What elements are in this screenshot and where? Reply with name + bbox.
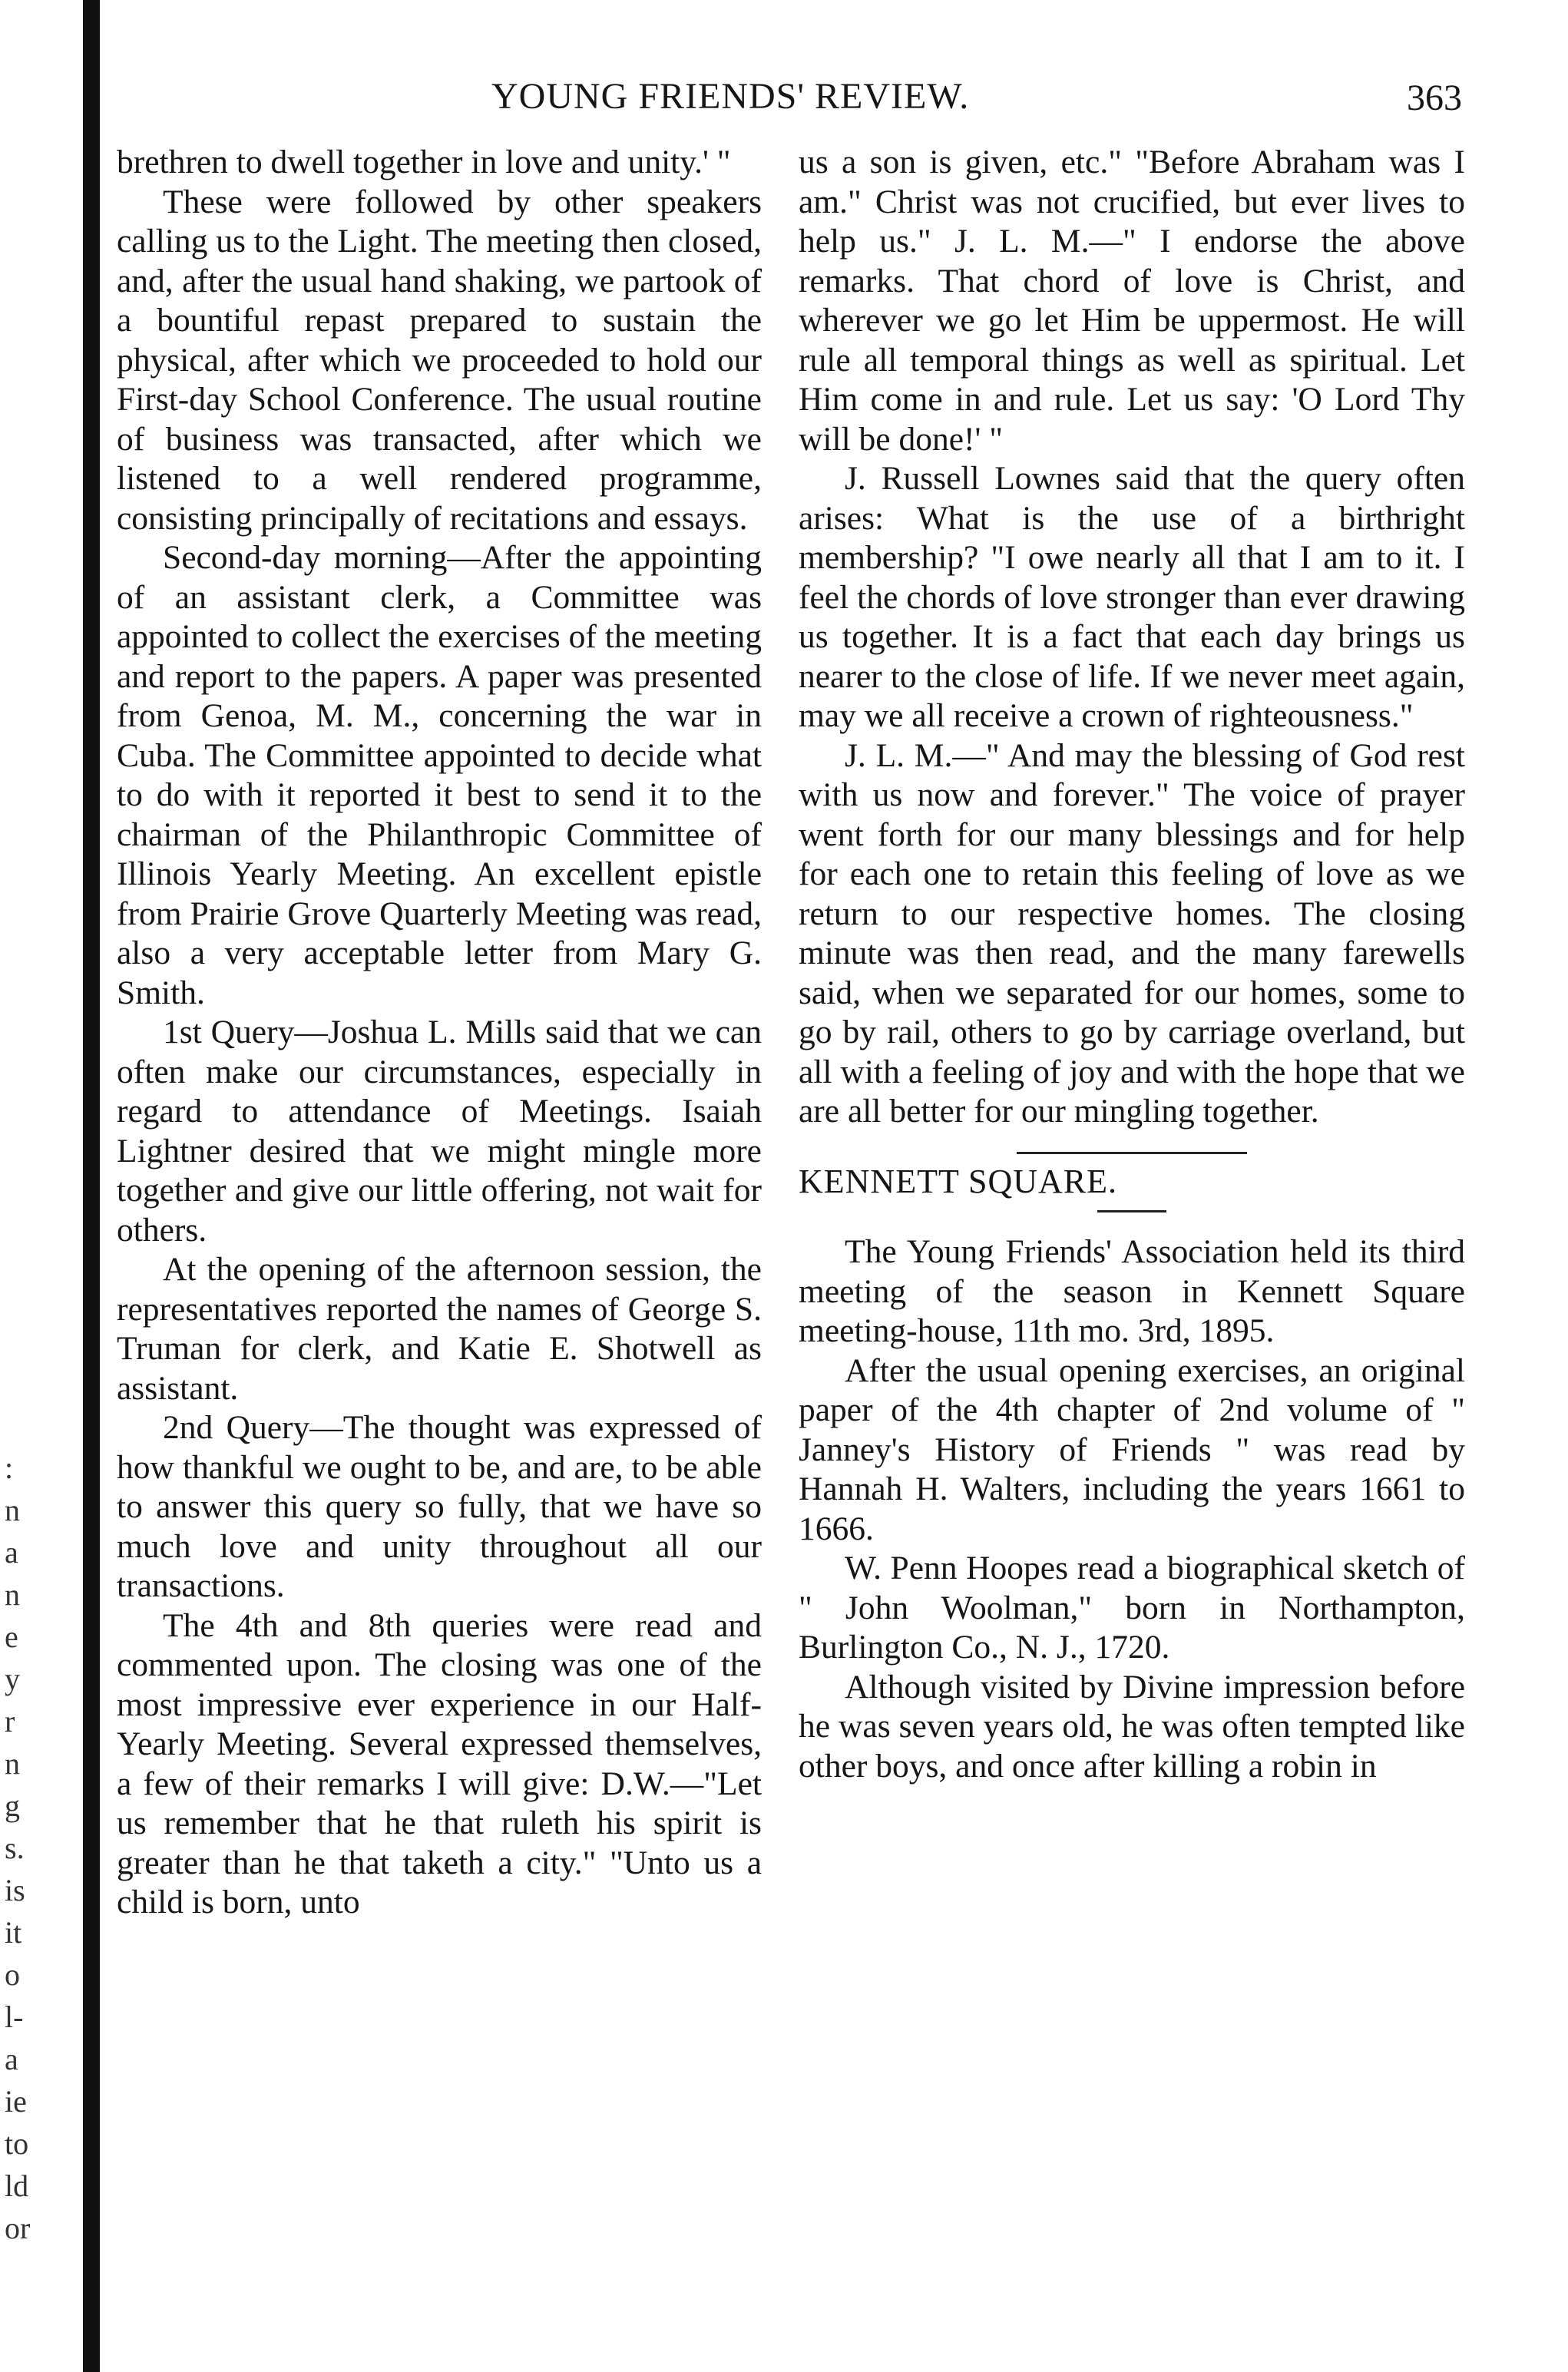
running-title: YOUNG FRIENDS' REVIEW.	[491, 76, 970, 117]
margin-fragment: a	[5, 1535, 18, 1570]
margin-fragment: n	[5, 1746, 20, 1781]
page-number: 363	[1407, 78, 1462, 118]
paragraph: W. Penn Hoopes read a biographical sketch of " John Woolman," born in Northampton, Burlington Co., N. J., 1720.	[799, 1550, 1465, 1666]
margin-fragment: ld	[5, 2169, 29, 2203]
paragraph: 2nd Query—The thought was expressed of how thankful we ought to be, and are, to be able to answer this query so fully, that we have so much love and unity throughout all our transactions.	[117, 1409, 762, 1604]
heading-underline	[1097, 1210, 1166, 1212]
paragraph: The Young Friends' Association held its third meeting of the season in Kennett Square meeting-house, 11th mo. 3rd, 1895.	[799, 1233, 1465, 1349]
paragraph: brethren to dwell together in love and unity.' "	[117, 144, 731, 180]
margin-fragment: r	[5, 1704, 15, 1738]
margin-fragment: it	[5, 1915, 22, 1950]
margin-fragment: e	[5, 1619, 18, 1654]
margin-fragment: y	[5, 1662, 20, 1696]
margin-fragment: o	[5, 1957, 20, 1992]
margin-fragment: l-	[5, 2000, 24, 2034]
paragraph: Although visited by Divine impression before he was seven years old, he was often tempted like other boys, and once after killing a robin in	[799, 1668, 1465, 1785]
margin-fragment: is	[5, 1873, 25, 1907]
section-heading: KENNETT SQUARE.	[799, 1162, 1118, 1200]
margin-fragment: ie	[5, 2084, 27, 2119]
margin-fragment: :	[5, 1451, 14, 1485]
paragraph: J. Russell Lownes said that the query often arises: What is the use of a birthright membership? "I owe nearly all that I am to it. I feel the chords of love stronger than ever drawing us together. It is a fact that each day brings us nearer to the close of life. If we never meet again, may we all receive a crown of righteousness."	[799, 460, 1465, 734]
margin-fragment: g	[5, 1788, 20, 1823]
paragraph: These were followed by other speakers calling us to the Light. The meeting then closed, and, after the usual hand shaking, we partook of a bountiful repast prepared to sustain the physical, after which we proceeded to hold our First-day School Conference. The usual routine of business was transacted, after which we listened to a well rendered programme, consisting principally of recitations and essays.	[117, 183, 762, 537]
margin-fragment: n	[5, 1493, 20, 1527]
left-column	[117, 143, 762, 1923]
left-margin-bleed	[0, 0, 77, 2372]
margin-fragment: n	[5, 1577, 20, 1612]
paragraph: After the usual opening exercises, an original paper of the 4th chapter of 2nd volume of " Janney's History of Friends " was read by Hannah H. Walters, including the years 1661 to 1666.	[799, 1351, 1465, 1547]
margin-fragment: to	[5, 2126, 29, 2161]
paragraph: Second-day morning—After the appointing of an assistant clerk, a Committee was appointed to collect the exercises of the meeting and report to the papers. A paper was presented from Genoa, M. M., concerning the war in Cuba. The Committee appointed to decide what to do with it reported it best to send it to the chairman of the Philanthropic Committee of Illinois Yearly Meeting. An excellent epistle from Prairie Grove Quarterly Meeting was read, also a very acceptable letter from Mary G. Smith.	[117, 539, 762, 1011]
right-column	[799, 143, 1465, 1786]
paragraph: 1st Query—Joshua L. Mills said that we can often make our circumstances, especially in regard to attendance of Meetings. Isaiah Lightner desired that we might mingle more together and give our little offering, not wait for others.	[117, 1014, 762, 1249]
paragraph: J. L. M.—" And may the blessing of God rest with us now and forever." The voice of prayer went forth for our many blessings and for help for each one to retain this feeling of love as we return to our respective homes. The closing minute was then read, and the many farewells said, when we separated for our homes, some to go by rail, others to go by carriage overland, but all with a feeling of joy and with the hope that we are all better for our mingling together.	[799, 736, 1465, 1130]
margin-fragment: or	[5, 2211, 31, 2245]
paragraph: us a son is given, etc." "Before Abraham was I am." Christ was not crucified, but ever lives to help us." J. L. M.—" I endorse the above remarks. That chord of love is Christ, and wherever we go let Him be uppermost. He will rule all temporal things as well as spiritual. Let Him come in and rule. Let us say: 'O Lord Thy will be done!' "	[799, 144, 1465, 458]
section-divider	[1017, 1152, 1247, 1154]
binding-shadow	[83, 0, 100, 2372]
margin-fragment: a	[5, 2042, 18, 2076]
paragraph: The 4th and 8th queries were read and commented upon. The closing was one of the most impressive ever experience in our Half-Yearly Meeting. Several expressed themselves, a few of their remarks I will give: D.W.—"Let us remember that he that ruleth his spirit is greater than he that taketh a city." "Unto us a child is born, unto	[117, 1606, 762, 1920]
margin-fragment: s.	[5, 1831, 25, 1865]
paragraph: At the opening of the afternoon session, the representatives reported the names of George S. Truman for clerk, and Katie E. Shotwell as assistant.	[117, 1251, 762, 1407]
